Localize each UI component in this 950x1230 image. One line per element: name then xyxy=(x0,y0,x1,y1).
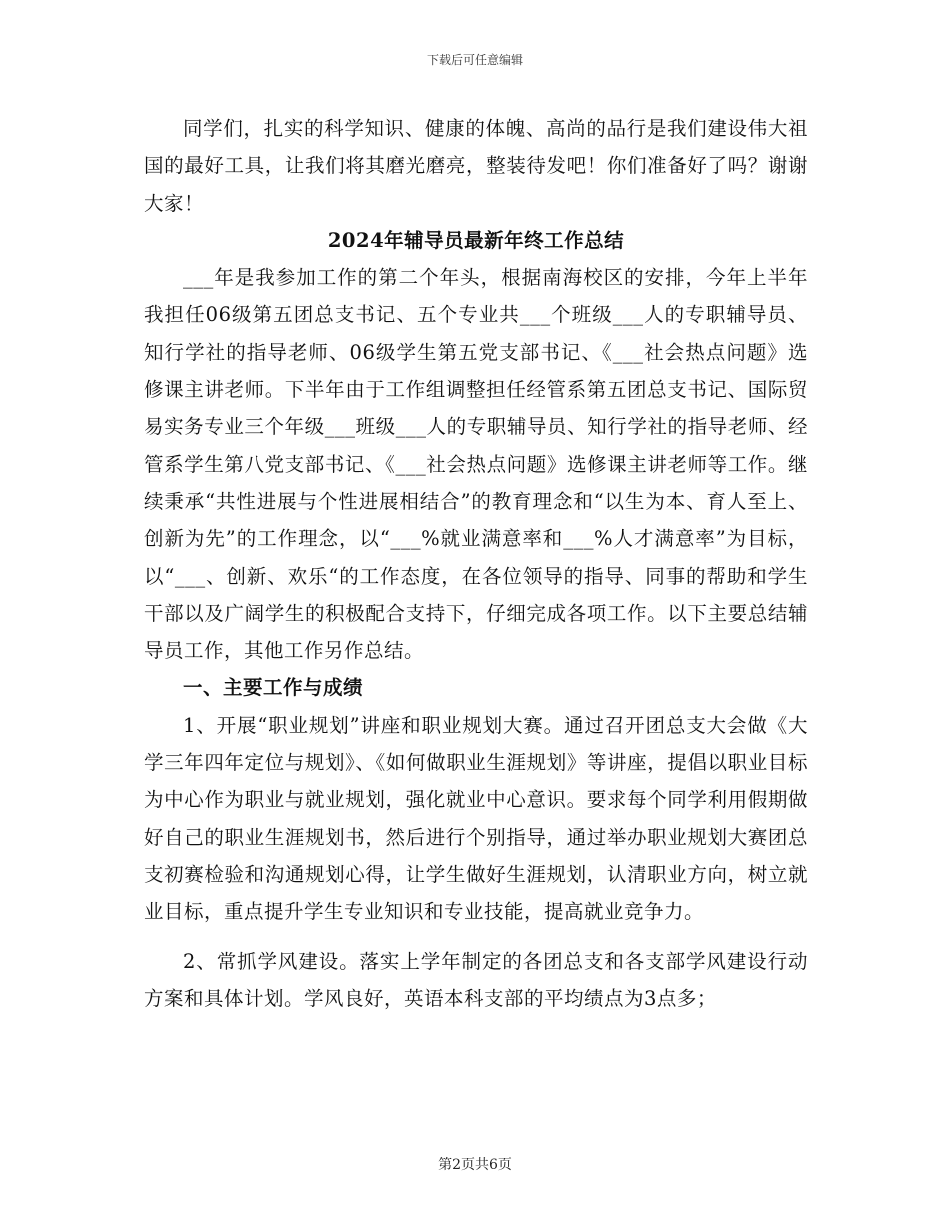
paragraph-3: 2、常抓学风建设。落实上学年制定的各团总支和各支部学风建设行动方案和具体计划。学风良好，英语本科支部的平均绩点为3点多； xyxy=(144,949,808,1010)
intro-paragraph: 同学们，扎实的科学知识、健康的体魄、高尚的品行是我们建设伟大祖国的最好工具，让我们将其磨光磨亮，整装待发吧！你们准备好了吗？谢谢大家！ xyxy=(144,117,808,215)
page-header-note: 下载后可任意编辑 xyxy=(426,53,523,67)
document-title: 2024年辅导员最新年终工作总结 xyxy=(327,228,625,252)
page-number: 第2页共6页 xyxy=(438,1157,512,1173)
paragraph-1: ___年是我参加工作的第二个年头，根据南海校区的安排，今年上半年我担任06级第五团总支书记、五个专业共___个班级___人的专职辅导员、知行学社的指导老师、06级学生第五党支部书记、《___社会热点问题》选修课主讲老师。下半年由于工作组调整担任经管系第五团总支书记、国际贸易实务专业三个年级___班级___人的专职辅导员、知行学社的指导老师、经管系学生第八党支部书记、《___社会热点问题》选修课主讲老师等工作。继续秉承“共性进展与个性进展相结合”的教育理念和“以生为本、育人至上、创新为先”的工作理念，以“___%就业满意率和___%人才满意率”为目标，以“___、创新、欢乐“的工作态度，在各位领导的指导、同事的帮助和学生干部以及广阔学生的积极配合支持下，仔细完成各项工作。以下主要总结辅导员工作，其他工作另作总结。 xyxy=(144,266,808,663)
document-body xyxy=(144,110,808,1017)
section-heading-1: 一、主要工作与成绩 xyxy=(183,676,364,700)
paragraph-2: 1、开展“职业规划”讲座和职业规划大赛。通过召开团总支大会做《大学三年四年定位与规划》、《如何做职业生涯规划》等讲座，提倡以职业目标为中心作为职业与就业规划，强化就业中心意识。要求每个同学利用假期做好自己的职业生涯规划书，然后进行个别指导，通过举办职业规划大赛团总支初赛检验和沟通规划心得，让学生做好生涯规划，认清职业方向，树立就业目标，重点提升学生专业知识和专业技能，提高就业竞争力。 xyxy=(144,713,808,924)
